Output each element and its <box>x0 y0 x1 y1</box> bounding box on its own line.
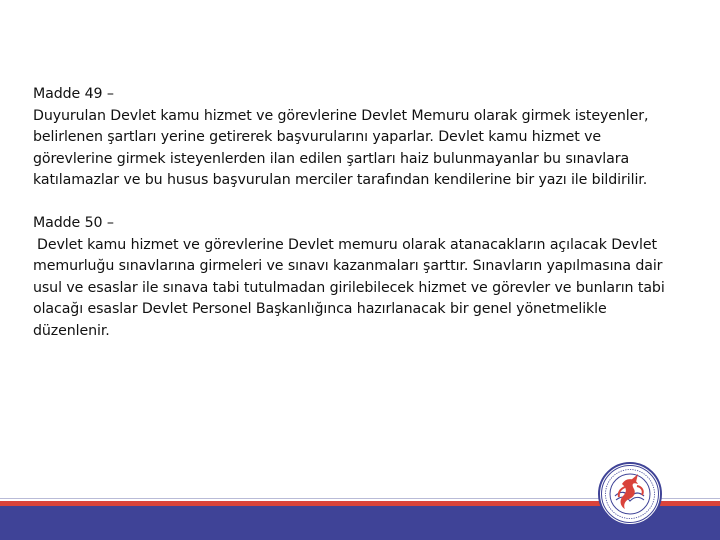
university-emblem-icon <box>598 462 662 526</box>
article-50 <box>33 213 673 342</box>
article-heading: Madde 49 – <box>33 86 114 102</box>
article-text: Duyurulan Devlet kamu hizmet ve görevlerine Devlet Memuru olarak girmek isteyenler, belirlenen şartları yerine getirerek başvurularını yaparlar. Devlet kamu hizmet ve görevlerine girmek isteyenlerden ilan edilen şartları haiz bulunmayanlar bu sınavlara katılamazlar ve bu husus başvurulan merciler tarafından kendilerine bir yazı ile bildirilir. <box>33 107 649 188</box>
article-text: Devlet kamu hizmet ve görevlerine Devlet memuru olarak atanacakların açılacak Devlet memurluğu sınavlarına girmeleri ve sınavı kazanmaları şarttır. Sınavların yapılmasına dair usul ve esaslar ile sınava tabi tutulmadan girilebilecek hizmet ve görevler ve bunların tabi olacağı esaslar Devlet Personel Başkanlığınca hazırlanacak bir genel yönetmelikle düzenlenir. <box>33 236 665 339</box>
slide-content <box>33 84 673 342</box>
article-heading: Madde 50 – <box>33 215 114 231</box>
article-49 <box>33 84 673 192</box>
